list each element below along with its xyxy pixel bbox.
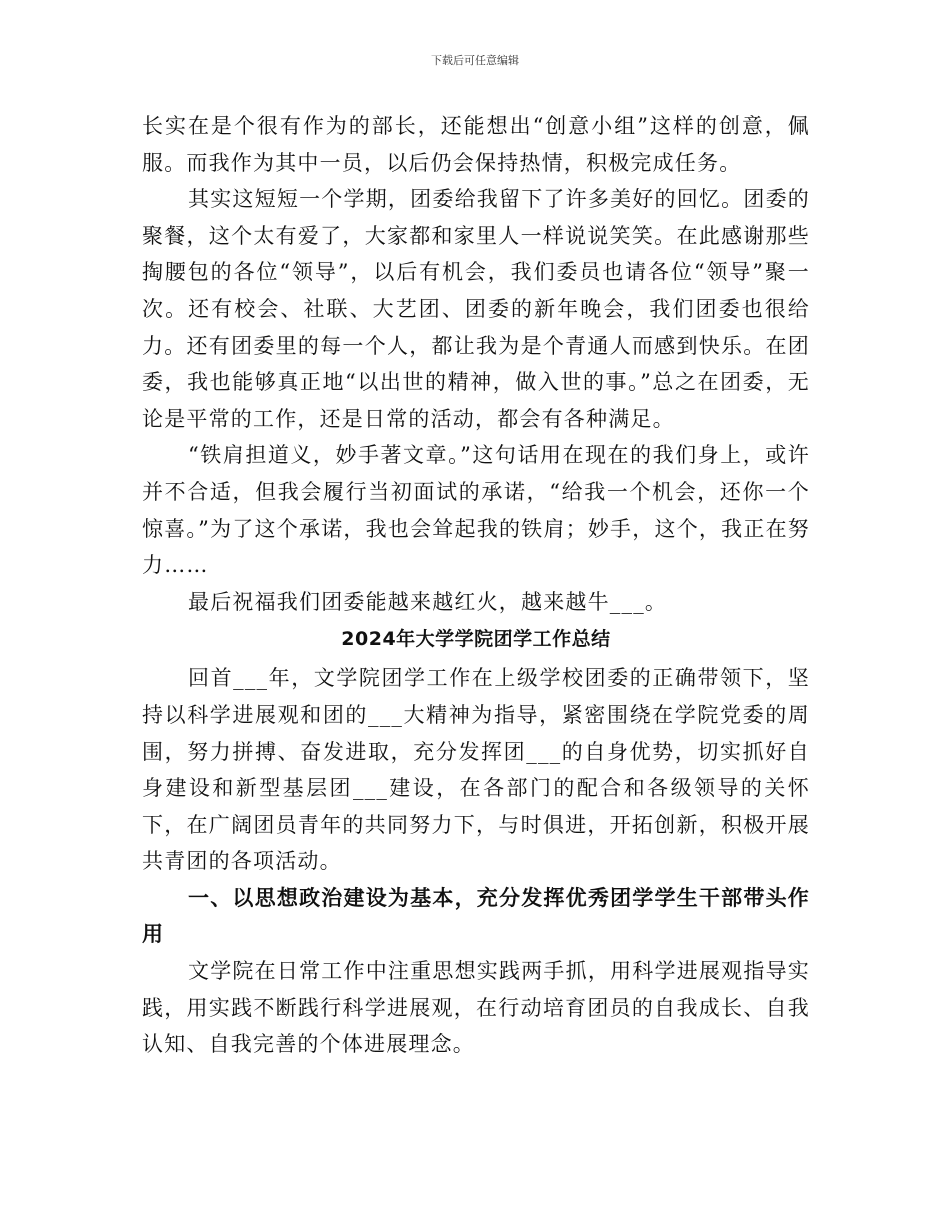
section-heading: 一、以思想政治建设为基本，充分发挥优秀团学学生干部带头作用 — [142, 884, 810, 947]
document-title: 2024年大学学院团学工作总结 — [341, 628, 611, 651]
paragraph-memories: 其实这短短一个学期，团委给我留下了许多美好的回忆。团委的聚餐，这个太有爱了，大家都和家里人一样说说笑笑。在此感谢那些掏腰包的各位“领导”，以后有机会，我们委员也请各位“领导”聚一次。还有校会、社联、大艺团、团委的新年晚会，我们团委也很给力。还有团委里的每一个人，都让我为是个青通人而感到快乐。在团委，我也能够真正地“以出世的精神，做入世的事。”总之在团委，无论是平常的工作，还是日常的活动，都会有各种满足。 — [142, 187, 810, 431]
paragraph-section-body: 文学院在日常工作中注重思想实践两手抓，用科学进展观指导实践，用实践不断践行科学进展观，在行动培育团员的自我成长、自我认知、自我完善的个体进展理念。 — [142, 959, 810, 1057]
paragraph-continuation: 长实在是个很有作为的部长，还能想出“创意小组”这样的创意，佩服。而我作为其中一员，以后仍会保持热情，积极完成任务。 — [142, 114, 810, 175]
paragraph-intro: 回首___年，文学院团学工作在上级学校团委的正确带领下，坚持以科学进展观和团的___大精神为指导，紧密围绕在学院党委的周围，努力拼搏、奋发进取，充分发挥团___的自身优势，切实抓好自身建设和新型基层团___建设，在各部门的配合和各级领导的关怀下，在广阔团员青年的共同努力下，与时俱进，开拓创新，积极开展共青团的各项活动。 — [142, 666, 810, 874]
document-body — [142, 108, 810, 1063]
paragraph-promise: “铁肩担道义，妙手著文章。”这句话用在现在的我们身上，或许并不合适，但我会履行当初面试的承诺，“给我一个机会，还你一个惊喜。”为了这个承诺，我也会耸起我的铁肩；妙手，这个，我正在努力…… — [142, 443, 810, 578]
paragraph-blessing: 最后祝福我们团委能越来越红火，越来越牛___。 — [188, 589, 668, 614]
page-header: 下载后可任意编辑 — [431, 54, 519, 67]
